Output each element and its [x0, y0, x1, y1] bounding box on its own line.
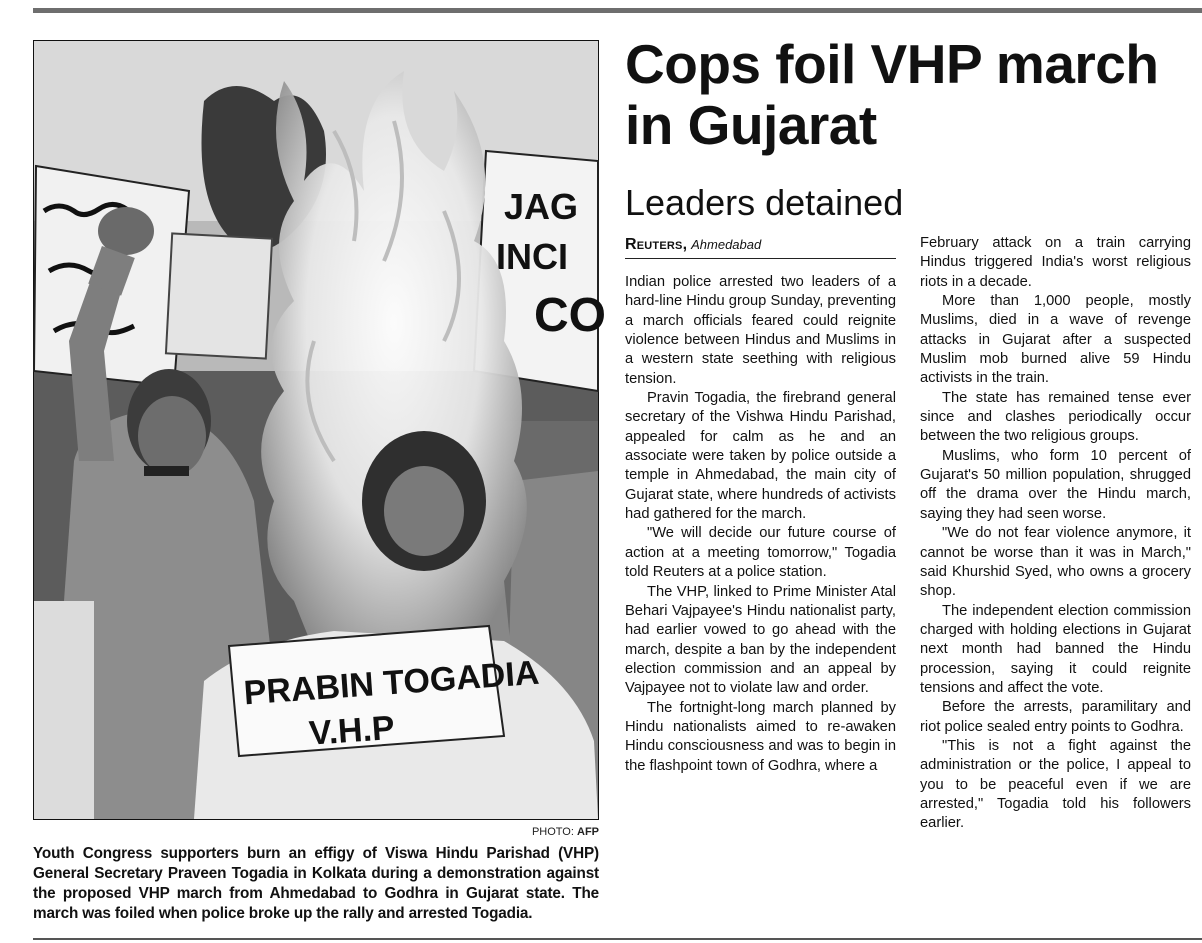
- bottom-rule: [33, 938, 1202, 940]
- article-column-2: [920, 234, 1191, 834]
- photo-caption: Youth Congress supporters burn an effigy of Viswa Hindu Parishad (VHP) General Secretary Praveen Togadia in Kolkata during a demonstration against the proposed VHP march from Ahmedabad to Godhra in Gujarat state. The march was foiled when police broke up the rally and arrested Togadia.: [33, 845, 599, 922]
- paragraph: The independent election commission charged with holding elections in Gujarat next month had banned the Hindu procession, saying it could reignite tensions and affect the vote.: [920, 602, 1191, 696]
- right-sign-text-3: CO: [534, 289, 606, 342]
- news-photo: [33, 40, 606, 820]
- protest-photo-illustration: [34, 41, 606, 819]
- top-rule: [33, 8, 1202, 13]
- paragraph: The VHP, linked to Prime Minister Atal Behari Vajpayee's Hindu nationalist party, had earlier vowed to go ahead with the march, despite a ban by the independent election commission and an appeal by Vajpayee not to violate law and order.: [625, 583, 896, 697]
- paragraph: Pravin Togadia, the firebrand general secretary of the Vishwa Hindu Parishad, appealed for calm as he and an associate were taken by police outside a temple in Ahmedabad, the main city of Gujarat state, where hundreds of activists had gathered for the march.: [625, 390, 896, 523]
- paragraph: "We will decide our future course of action at a meeting tomorrow," Togadia told Reuters at a police station.: [625, 525, 896, 581]
- effigy-sign-line1: PRABIN TOGADIA: [242, 653, 541, 713]
- photo-credit-source: AFP: [577, 826, 599, 838]
- paragraph: Indian police arrested two leaders of a hard-line Hindu group Sunday, preventing a march officials feared could reignite violence between Hindus and Muslims in a western state seething with religious tension.: [625, 274, 896, 387]
- paragraph: The state has remained tense ever since and clashes periodically occur between the two religious groups.: [920, 389, 1191, 445]
- headline: Cops foil VHP march in Gujarat: [625, 33, 1159, 156]
- byline-place: Ahmedabad: [691, 237, 762, 252]
- paragraph: February attack on a train carrying Hindus triggered India's worst religious riots in a decade.: [920, 235, 1191, 290]
- photo-credit: [33, 826, 599, 838]
- paragraph: More than 1,000 people, mostly Muslims, died in a wave of revenge attacks in Gujarat after a suspected Muslim mob burned alive 59 Hindu activists in the train.: [920, 293, 1191, 387]
- paragraph: Before the arrests, paramilitary and riot police sealed entry points to Godhra.: [920, 699, 1191, 735]
- right-sign-text-1: JAG: [504, 186, 579, 227]
- article-column-1: [625, 273, 896, 776]
- photo-credit-label: PHOTO:: [531, 826, 574, 838]
- byline-agency: Reuters,: [625, 236, 688, 253]
- paragraph: The fortnight-long march planned by Hindu nationalists aimed to re-awaken Hindu consciousness and was to begin in the flashpoint town of Godhra, where a: [625, 699, 896, 774]
- subheadline: Leaders detained: [625, 182, 904, 223]
- paragraph: Muslims, who form 10 percent of Gujarat's 50 million population, shrugged off the drama over the Hindu march, saying they had seen worse.: [920, 447, 1191, 522]
- effigy-sign-line2: V.H.P: [307, 708, 396, 753]
- right-sign-text-2: INCI: [496, 236, 568, 277]
- paragraph: "We do not fear violence anymore, it cannot be worse than it was in March," said Khurshid Syed, who owns a grocery shop.: [920, 525, 1191, 600]
- paragraph: "This is not a fight against the administration or the police, I appeal to you to be peaceful even if we are arrested," Togadia told his followers earlier.: [920, 737, 1191, 832]
- byline: [625, 235, 896, 259]
